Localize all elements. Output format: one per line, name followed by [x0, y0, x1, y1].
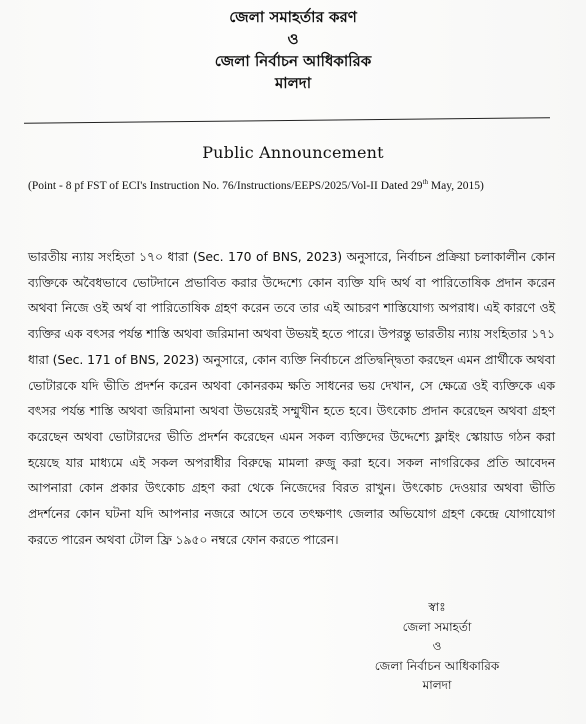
- header-line-2: ও: [287, 30, 299, 48]
- instruction-reference-main: (Point - 8 pf FST of ECI's Instruction No. 76/Instructions/EEPS/2025/Vol-II Dated 29: [28, 179, 423, 192]
- office-header: [0, 6, 586, 94]
- instruction-reference-sup: th: [422, 178, 429, 186]
- instruction-reference-end: May, 2015): [428, 179, 484, 192]
- announcement-body: ভারতীয় ন্যায় সংহিতা ১৭০ ধারা (Sec. 170 of BNS, 2023) অনুসারে, নির্বাচন প্রক্রিয়া চলাকালীন কোন ব্যক্তিকে অবৈধভাবে ভোটদানে প্রভাবিত করার উদ্দেশ্যে কোন ব্যক্তি যদি অর্থ বা পারিতোষিক প্রদান করেন অথবা নিজে ওই অর্থ বা পারিতোষিক গ্রহণ করেন তবে তার এই আচরণ শাস্তিযোগ্য অপরাধ। এই কারণে ওই ব্যক্তির এক বৎসর পর্যন্ত শাস্তি অথবা জরিমানা অথবা উভয়ই হতে পারে। উপরন্তু ভারতীয় ন্যায় সংহিতার ১৭১ ধারা (Sec. 171 of BNS, 2023) অনুসারে, কোন ব্যক্তি নির্বাচনে প্রতিদ্বন্দ্বিতা করছেন এমন প্রার্থীকে অথবা ভোটারকে যদি ভীতি প্রদর্শন করেন অথবা কোনরকম ক্ষতি সাধনের ভয় দেখান, সে ক্ষেত্রে ওই ব্যক্তিকে এক বৎসর পর্যন্ত শাস্তি অথবা জরিমানা অথবা উভয়েরই সম্মুখীন হতে হবে। উৎকোচ প্রদান করেছেন অথবা গ্রহণ করেছেন অথবা ভোটারদের ভীতি প্রদর্শন করেছেন এমন সকল ব্যক্তিদের উদ্দেশ্যে ফ্লাইং স্কোয়াড গঠন করা হয়েছে যার মাধ্যমে এই সকল অপরাধীর বিরুদ্ধে মামলা রুজু করা হবে। সকল নাগরিকের প্রতি আবেদন আপনারা কোন প্রকার উৎকোচ গ্রহণ করা থেকে নিজেদের বিরত রাখুন। উৎকোচ দেওয়ার অথবা ভীতি প্রদর্শনের কোন ঘটনা যদি আপনার নজরে আসে তবে তৎক্ষণাৎ জেলার অভিযোগ গ্রহণ কেন্দ্রে যোগাযোগ করতে পারেন অথবা টোল ফ্রি ১৯৫০ নম্বরে ফোন করতে পারেন।: [28, 249, 555, 547]
- signature-sd: স্বাঃ: [428, 600, 446, 614]
- header-line-3: জেলা নির্বাচন আধিকারিক: [214, 52, 372, 70]
- header-line-1: জেলা সমাহর্তার করণ: [229, 8, 357, 26]
- instruction-reference: [28, 178, 573, 192]
- signature-block: [352, 598, 522, 696]
- signature-line-2: ও: [432, 639, 442, 653]
- signature-line-1: জেলা সমাহর্তা: [402, 619, 472, 634]
- header-line-4: মালদা: [274, 74, 312, 92]
- signature-line-3: জেলা নির্বাচন আধিকারিক: [374, 658, 500, 673]
- header-divider: [24, 117, 550, 124]
- signature-line-4: মালদা: [422, 678, 452, 692]
- document-title: Public Announcement: [202, 143, 384, 162]
